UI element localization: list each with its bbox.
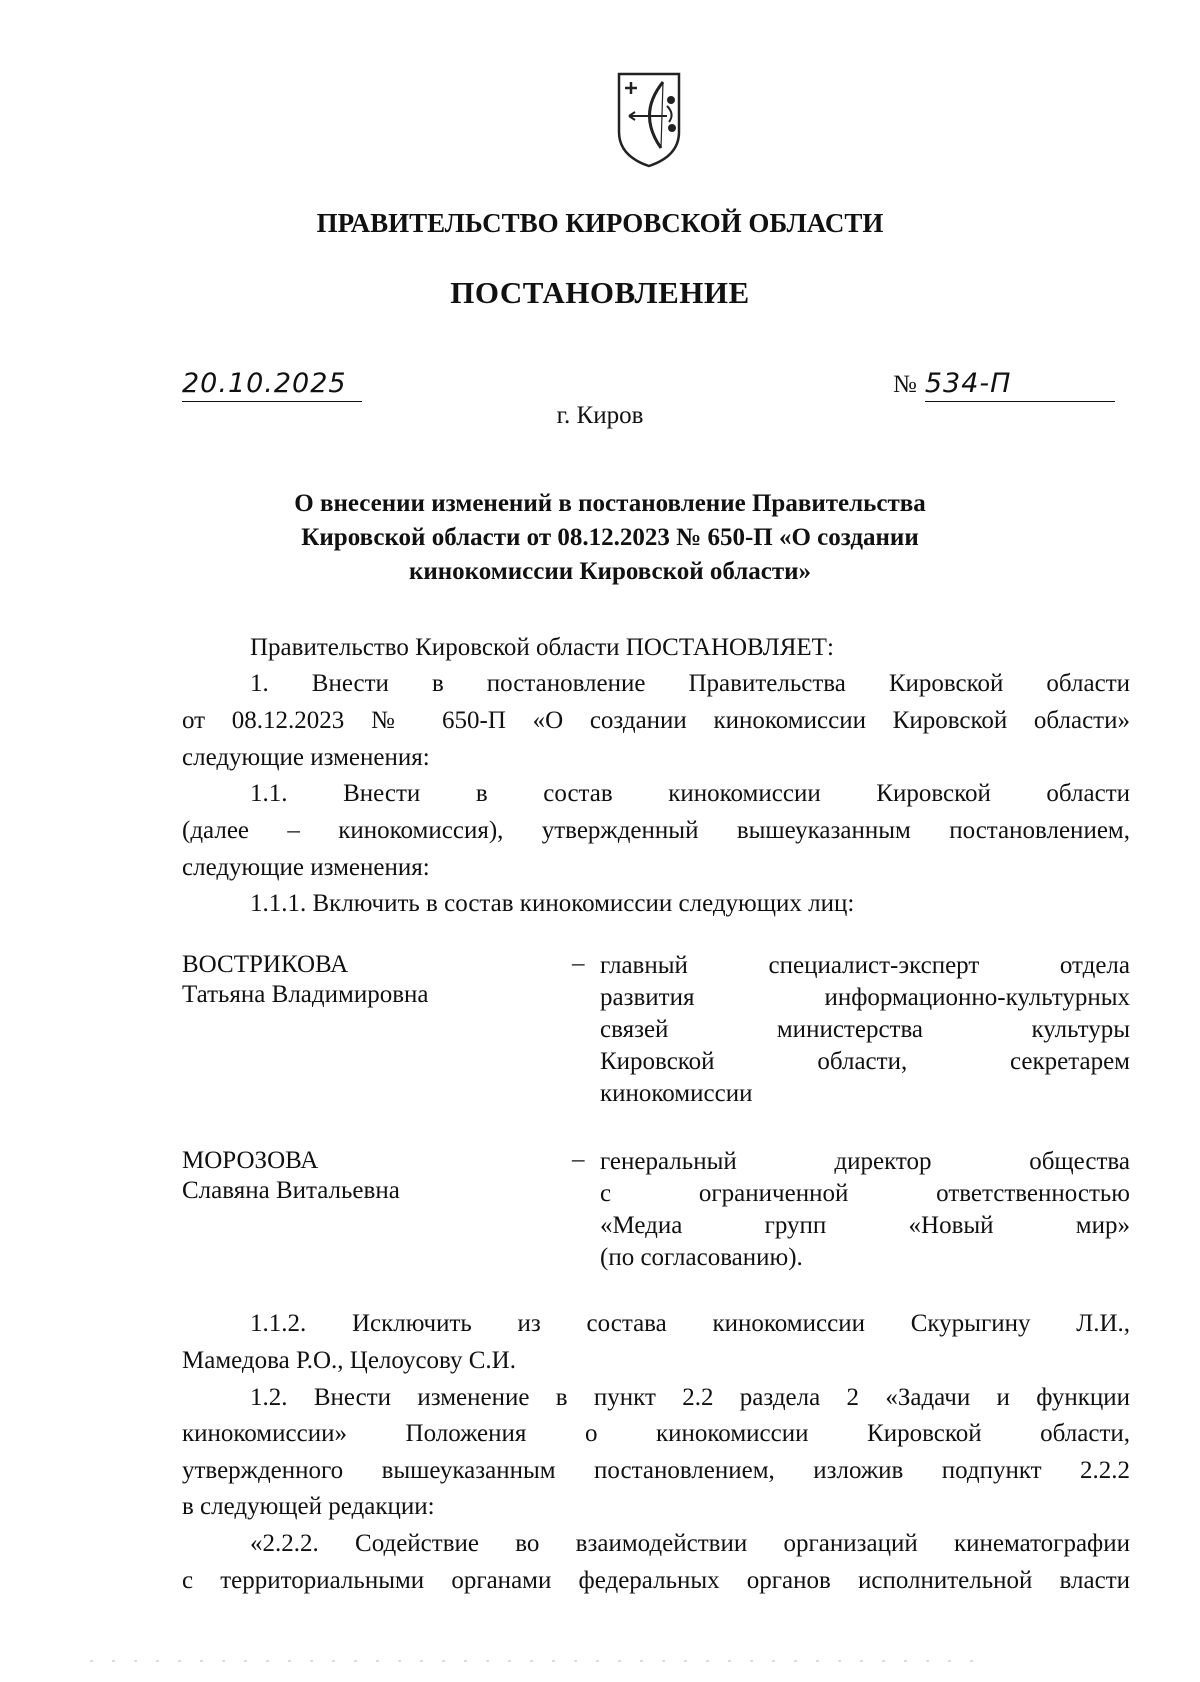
document-number: 534-П xyxy=(925,368,1115,402)
role-line: генеральный директор общества xyxy=(600,1148,1130,1175)
member-name xyxy=(182,1146,400,1206)
paragraph-line: кинокомиссии» Положения о кинокомиссии Кировской области, xyxy=(182,1420,1130,1447)
paragraph-line: 1.1. Внести в состав кинокомиссии Кировской области xyxy=(250,780,1130,807)
member-name xyxy=(182,950,428,1010)
document-type: ПОСТАНОВЛЕНИЕ xyxy=(450,275,750,310)
paragraph-line: 1.1.2. Исключить из состава кинокомиссии Скурыгину Л.И., xyxy=(250,1310,1130,1337)
document-number-block xyxy=(893,368,1115,402)
member-surname: ВОСТРИКОВА xyxy=(182,951,349,978)
intro-paragraph: Правительство Кировской области ПОСТАНОВЛЯЕТ: xyxy=(250,634,834,661)
paragraph-line: «2.2.2. Содействие во взаимодействии организаций кинематографии xyxy=(250,1530,1130,1557)
heading-line: О внесении изменений в постановление Правительства xyxy=(294,490,926,517)
member-role xyxy=(600,1146,1130,1274)
paragraph-line: 1.2. Внести изменение в пункт 2.2 раздела 2 «Задачи и функции xyxy=(250,1384,1130,1411)
paragraph-line: от 08.12.2023 № 650-П «О создании кинокомиссии Кировской области» xyxy=(182,707,1130,734)
paragraph-line: следующие изменения: xyxy=(182,744,430,771)
role-line: развития информационно-культурных xyxy=(600,984,1130,1011)
role-line: Кировской области, секретарем xyxy=(600,1048,1130,1075)
member-dash: – xyxy=(572,950,585,977)
member-surname: МОРОЗОВА xyxy=(182,1147,319,1174)
heading-line: кинокомиссии Кировской области» xyxy=(408,558,812,585)
paragraph-line: утвержденного вышеуказанным постановлением, изложив подпункт 2.2.2 xyxy=(182,1457,1130,1484)
paragraph-line: 1.1.1. Включить в состав кинокомиссии следующих лиц: xyxy=(250,890,855,917)
document-date: 20.10.2025 xyxy=(182,368,362,402)
scan-artifact xyxy=(90,1660,990,1662)
paragraph-line: с территориальными органами федеральных органов исполнительной власти xyxy=(182,1567,1130,1594)
role-line: связей министерства культуры xyxy=(600,1016,1130,1043)
member-given-name: Татьяна Владимировна xyxy=(182,981,429,1008)
paragraph-line: следующие изменения: xyxy=(182,854,430,881)
government-name: ПРАВИТЕЛЬСТВО КИРОВСКОЙ ОБЛАСТИ xyxy=(316,208,884,238)
document-heading xyxy=(200,487,1020,589)
city: г. Киров xyxy=(556,402,644,429)
member-given-name: Славяна Витальевна xyxy=(182,1177,400,1204)
heading-line: Кировской области от 08.12.2023 № 650-П «О создании xyxy=(301,524,919,551)
role-line: главный специалист-эксперт отдела xyxy=(600,952,1130,979)
role-line: кинокомиссии xyxy=(600,1080,753,1107)
paragraph-line: Мамедова Р.О., Целоусову С.И. xyxy=(182,1347,516,1374)
paragraph-line: (далее – кинокомиссия), утвержденный вышеуказанным постановлением, xyxy=(182,817,1130,844)
number-sign: № xyxy=(893,371,917,398)
role-line: «Медиа групп «Новый мир» xyxy=(600,1212,1130,1239)
kirov-coat-of-arms-icon xyxy=(615,70,683,170)
member-dash: – xyxy=(572,1146,585,1173)
paragraph-line: 1. Внести в постановление Правительства Кировской области xyxy=(250,670,1130,697)
member-role xyxy=(600,950,1130,1110)
role-line: (по согласованию). xyxy=(600,1244,803,1271)
paragraph-line: в следующей редакции: xyxy=(182,1493,435,1520)
role-line: с ограниченной ответственностью xyxy=(600,1180,1130,1207)
